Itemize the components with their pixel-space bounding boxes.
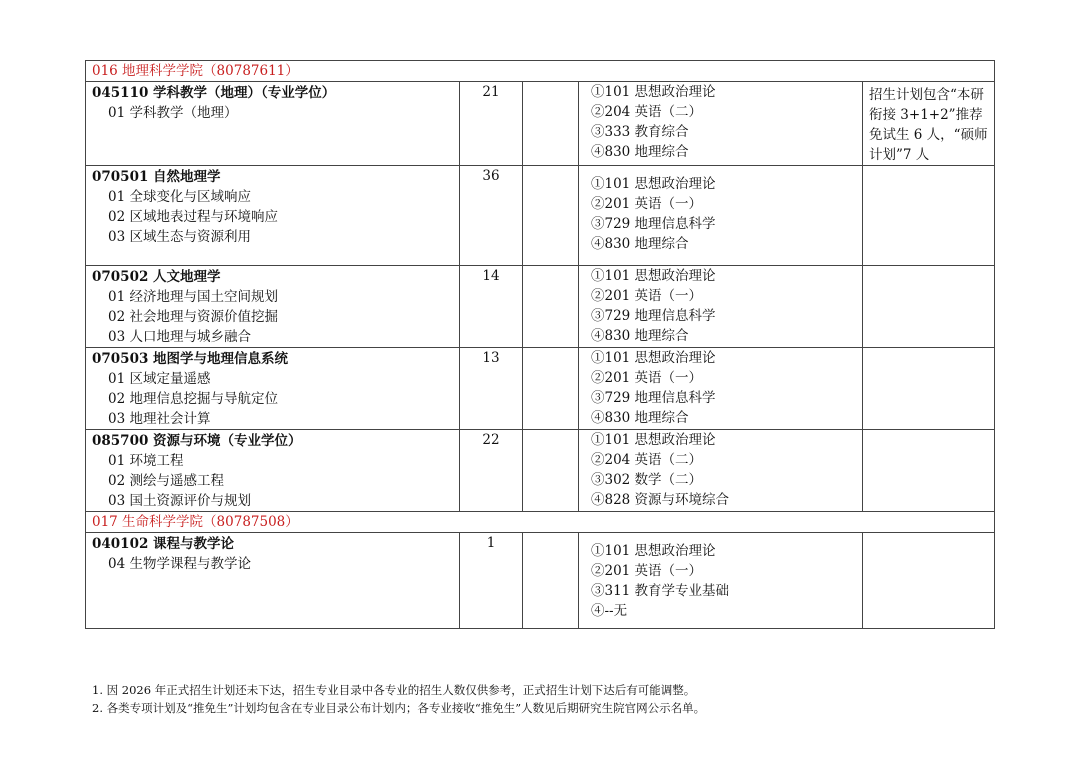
major-cell: [86, 82, 460, 166]
major-title: 070502 人文地理学: [92, 269, 221, 285]
exam-subject: ①101 思想政治理论: [591, 432, 716, 448]
research-direction: 01 经济地理与国土空间规划: [108, 289, 278, 305]
exam-subject: ①101 思想政治理论: [591, 350, 716, 366]
major-cell: [86, 166, 460, 266]
research-direction: 03 地理社会计算: [108, 411, 211, 427]
research-direction: 01 学科教学（地理）: [108, 105, 238, 121]
major-title: 070501 自然地理学: [92, 169, 221, 185]
empty-cell: [523, 82, 579, 166]
exam-subjects: [579, 266, 863, 348]
exam-subject: ④830 地理综合: [591, 410, 689, 426]
major-cell: [86, 348, 460, 430]
research-direction: 02 社会地理与资源价值挖掘: [108, 309, 278, 325]
major-title: 040102 课程与教学论: [92, 536, 235, 552]
major-row: [86, 348, 995, 430]
major-row: [86, 430, 995, 512]
research-direction: 02 区域地表过程与环境响应: [108, 209, 278, 225]
exam-subject: ①101 思想政治理论: [591, 268, 716, 284]
major-row: [86, 82, 995, 166]
exam-subject: ①101 思想政治理论: [591, 84, 716, 100]
footnote: 2. 各类专项计划及“推免生”计划均包含在专业目录公布计划内；各专业接收“推免生”人数见后期研究生院官网公示名单。: [92, 701, 706, 715]
exam-subject: ③729 地理信息科学: [591, 216, 716, 232]
research-direction: 01 环境工程: [108, 453, 184, 469]
exam-subject: ③333 教育综合: [591, 124, 689, 140]
empty-cell: [523, 430, 579, 512]
exam-subject: ③302 数学（二）: [591, 472, 703, 488]
exam-subjects: [579, 166, 863, 266]
exam-subject: ②201 英语（一）: [591, 196, 703, 212]
footnotes: [92, 681, 705, 717]
admissions-catalog-table: [85, 60, 995, 629]
research-direction: 03 区域生态与资源利用: [108, 229, 251, 245]
research-direction: 04 生物学课程与教学论: [108, 556, 251, 572]
college-header-row: [86, 512, 995, 533]
exam-subject: ②204 英语（二）: [591, 452, 703, 468]
exam-subject: ①101 思想政治理论: [591, 543, 716, 559]
exam-subject: ④828 资源与环境综合: [591, 492, 730, 508]
remark-cell: [863, 166, 995, 266]
research-direction: 01 全球变化与区域响应: [108, 189, 251, 205]
exam-subject: ④--无: [591, 603, 628, 619]
major-title: 085700 资源与环境（专业学位）: [92, 433, 302, 449]
exam-subject: ②201 英语（一）: [591, 563, 703, 579]
exam-subjects: [579, 430, 863, 512]
exam-subject: ②201 英语（一）: [591, 288, 703, 304]
exam-subject: ③311 教育学专业基础: [591, 583, 730, 599]
exam-subject: ④830 地理综合: [591, 328, 689, 344]
exam-subject: ③729 地理信息科学: [591, 308, 716, 324]
exam-subject: ②201 英语（一）: [591, 370, 703, 386]
exam-subject: ③729 地理信息科学: [591, 390, 716, 406]
exam-subject: ①101 思想政治理论: [591, 176, 716, 192]
college-header-row: [86, 61, 995, 82]
exam-subjects: [579, 348, 863, 430]
exam-subject: ④830 地理综合: [591, 144, 689, 160]
remark-cell: [863, 266, 995, 348]
research-direction: 01 区域定量遥感: [108, 371, 211, 387]
major-row: [86, 533, 995, 629]
research-direction: 03 国土资源评价与规划: [108, 493, 251, 509]
major-cell: [86, 430, 460, 512]
remark-cell: 招生计划包含“本研衔接 3+1+2”推荐免试生 6 人，“硕师计划”7 人: [863, 82, 995, 166]
major-cell: [86, 266, 460, 348]
enrollment-count: 14: [460, 266, 523, 348]
enrollment-count: 22: [460, 430, 523, 512]
empty-cell: [523, 166, 579, 266]
major-row: [86, 166, 995, 266]
empty-cell: [523, 348, 579, 430]
major-title: 045110 学科教学（地理）（专业学位）: [92, 85, 336, 101]
remark-cell: [863, 348, 995, 430]
research-direction: 02 测绘与遥感工程: [108, 473, 224, 489]
major-title: 070503 地图学与地理信息系统: [92, 351, 289, 367]
footnote: 1. 因 2026 年正式招生计划还未下达，招生专业目录中各专业的招生人数仅供参考，正式招生计划下达后有可能调整。: [92, 683, 696, 697]
remark-cell: [863, 430, 995, 512]
major-row: [86, 266, 995, 348]
enrollment-count: 21: [460, 82, 523, 166]
enrollment-count: 1: [460, 533, 523, 629]
enrollment-count: 13: [460, 348, 523, 430]
exam-subject: ④830 地理综合: [591, 236, 689, 252]
exam-subjects: [579, 82, 863, 166]
college-header: 016 地理科学学院（80787611）: [86, 61, 995, 82]
empty-cell: [523, 533, 579, 629]
college-header: 017 生命科学学院（80787508）: [86, 512, 995, 533]
remark-cell: [863, 533, 995, 629]
exam-subject: ②204 英语（二）: [591, 104, 703, 120]
research-direction: 02 地理信息挖掘与导航定位: [108, 391, 278, 407]
major-cell: [86, 533, 460, 629]
enrollment-count: 36: [460, 166, 523, 266]
empty-cell: [523, 266, 579, 348]
exam-subjects: [579, 533, 863, 629]
research-direction: 03 人口地理与城乡融合: [108, 329, 251, 345]
